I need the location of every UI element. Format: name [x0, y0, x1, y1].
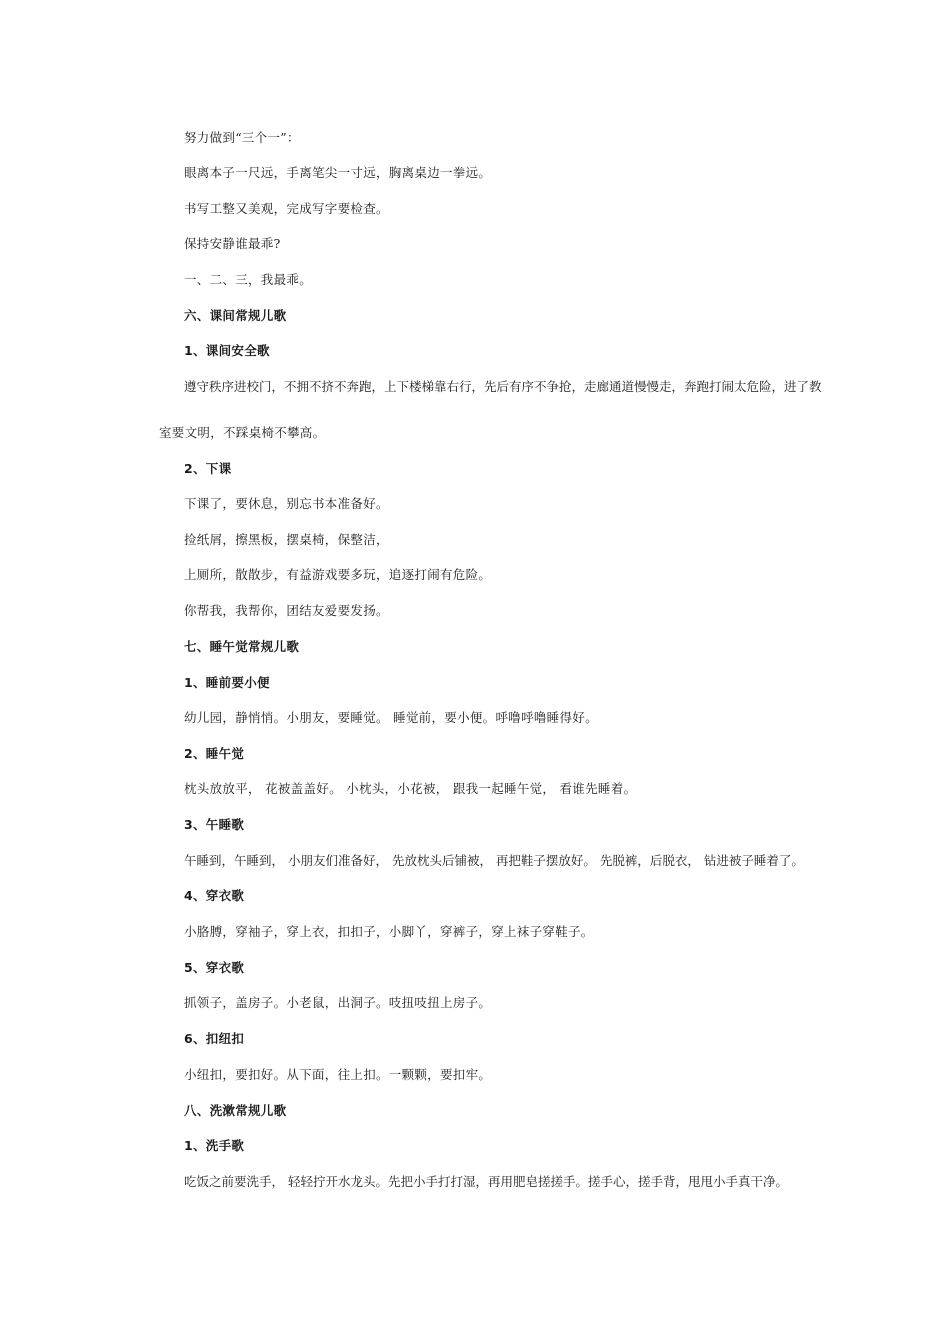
- paragraph: 上厕所，散散步，有益游戏要多玩，追逐打闹有危险。: [184, 567, 492, 582]
- subsection-heading: 4、穿衣歌: [184, 888, 245, 903]
- paragraph: 你帮我，我帮你，团结友爱要发扬。: [184, 603, 389, 618]
- paragraph: 努力做到“三个一”：: [184, 130, 300, 145]
- section-heading: 六、课间常规儿歌: [184, 308, 287, 323]
- paragraph: 幼儿园，静悄悄。小朋友，要睡觉。 睡觉前，要小便。呼噜呼噜睡得好。: [184, 710, 598, 725]
- paragraph: 下课了，要休息，别忘书本准备好。: [184, 496, 389, 511]
- subsection-heading: 5、穿衣歌: [184, 960, 245, 975]
- subsection-heading: 2、下课: [184, 461, 232, 476]
- subsection-heading: 6、扣纽扣: [184, 1031, 245, 1046]
- paragraph: 眼离本子一尺远，手离笔尖一寸远，胸离桌边一拳远。: [184, 165, 492, 180]
- section-heading: 七、睡午觉常规儿歌: [184, 639, 300, 654]
- paragraph: 保持安静谁最乖?: [184, 236, 281, 251]
- paragraph: 枕头放放平， 花被盖盖好。 小枕头，小花被， 跟我一起睡午觉， 看谁先睡着。: [184, 781, 637, 796]
- subsection-heading: 3、午睡歌: [184, 817, 245, 832]
- paragraph: 书写工整又美观，完成写字要检查。: [184, 201, 389, 216]
- subsection-heading: 1、课间安全歌: [184, 343, 270, 358]
- subsection-heading: 1、睡前要小便: [184, 675, 270, 690]
- paragraph: 捡纸屑，擦黑板，摆桌椅，保整洁，: [184, 532, 389, 547]
- paragraph: 抓领子，盖房子。小老鼠，出洞子。吱扭吱扭上房子。: [184, 995, 492, 1010]
- paragraph: 一、二、三，我最乖。: [184, 272, 313, 287]
- paragraph: 小胳膊，穿袖子，穿上衣，扣扣子，小脚丫，穿裤子，穿上袜子穿鞋子。: [184, 924, 594, 939]
- paragraph: 小纽扣，要扣好。从下面，往上扣。一颗颗，要扣牢。: [184, 1067, 492, 1082]
- subsection-heading: 2、睡午觉: [184, 746, 245, 761]
- subsection-heading: 1、洗手歌: [184, 1138, 245, 1153]
- paragraph: 午睡到，午睡到， 小朋友们准备好， 先放枕头后铺被， 再把鞋子摆放好。 先脱裤，后脱衣， 钻进被子睡着了。: [184, 853, 804, 868]
- paragraph: 吃饭之前要洗手， 轻轻拧开水龙头。先把小手打打湿，再用肥皂搓搓手。搓手心，搓手背，甩甩小手真干净。: [184, 1174, 788, 1189]
- paragraph: 遵守秩序进校门，不拥不挤不奔跑，上下楼梯靠右行，先后有序不争抢，走廊通道慢慢走，奔跑打闹太危险，进了教: [184, 379, 822, 394]
- section-heading: 八、洗漱常规儿歌: [184, 1103, 287, 1118]
- paragraph-continuation: 室要文明，不踩桌椅不攀高。: [159, 425, 326, 440]
